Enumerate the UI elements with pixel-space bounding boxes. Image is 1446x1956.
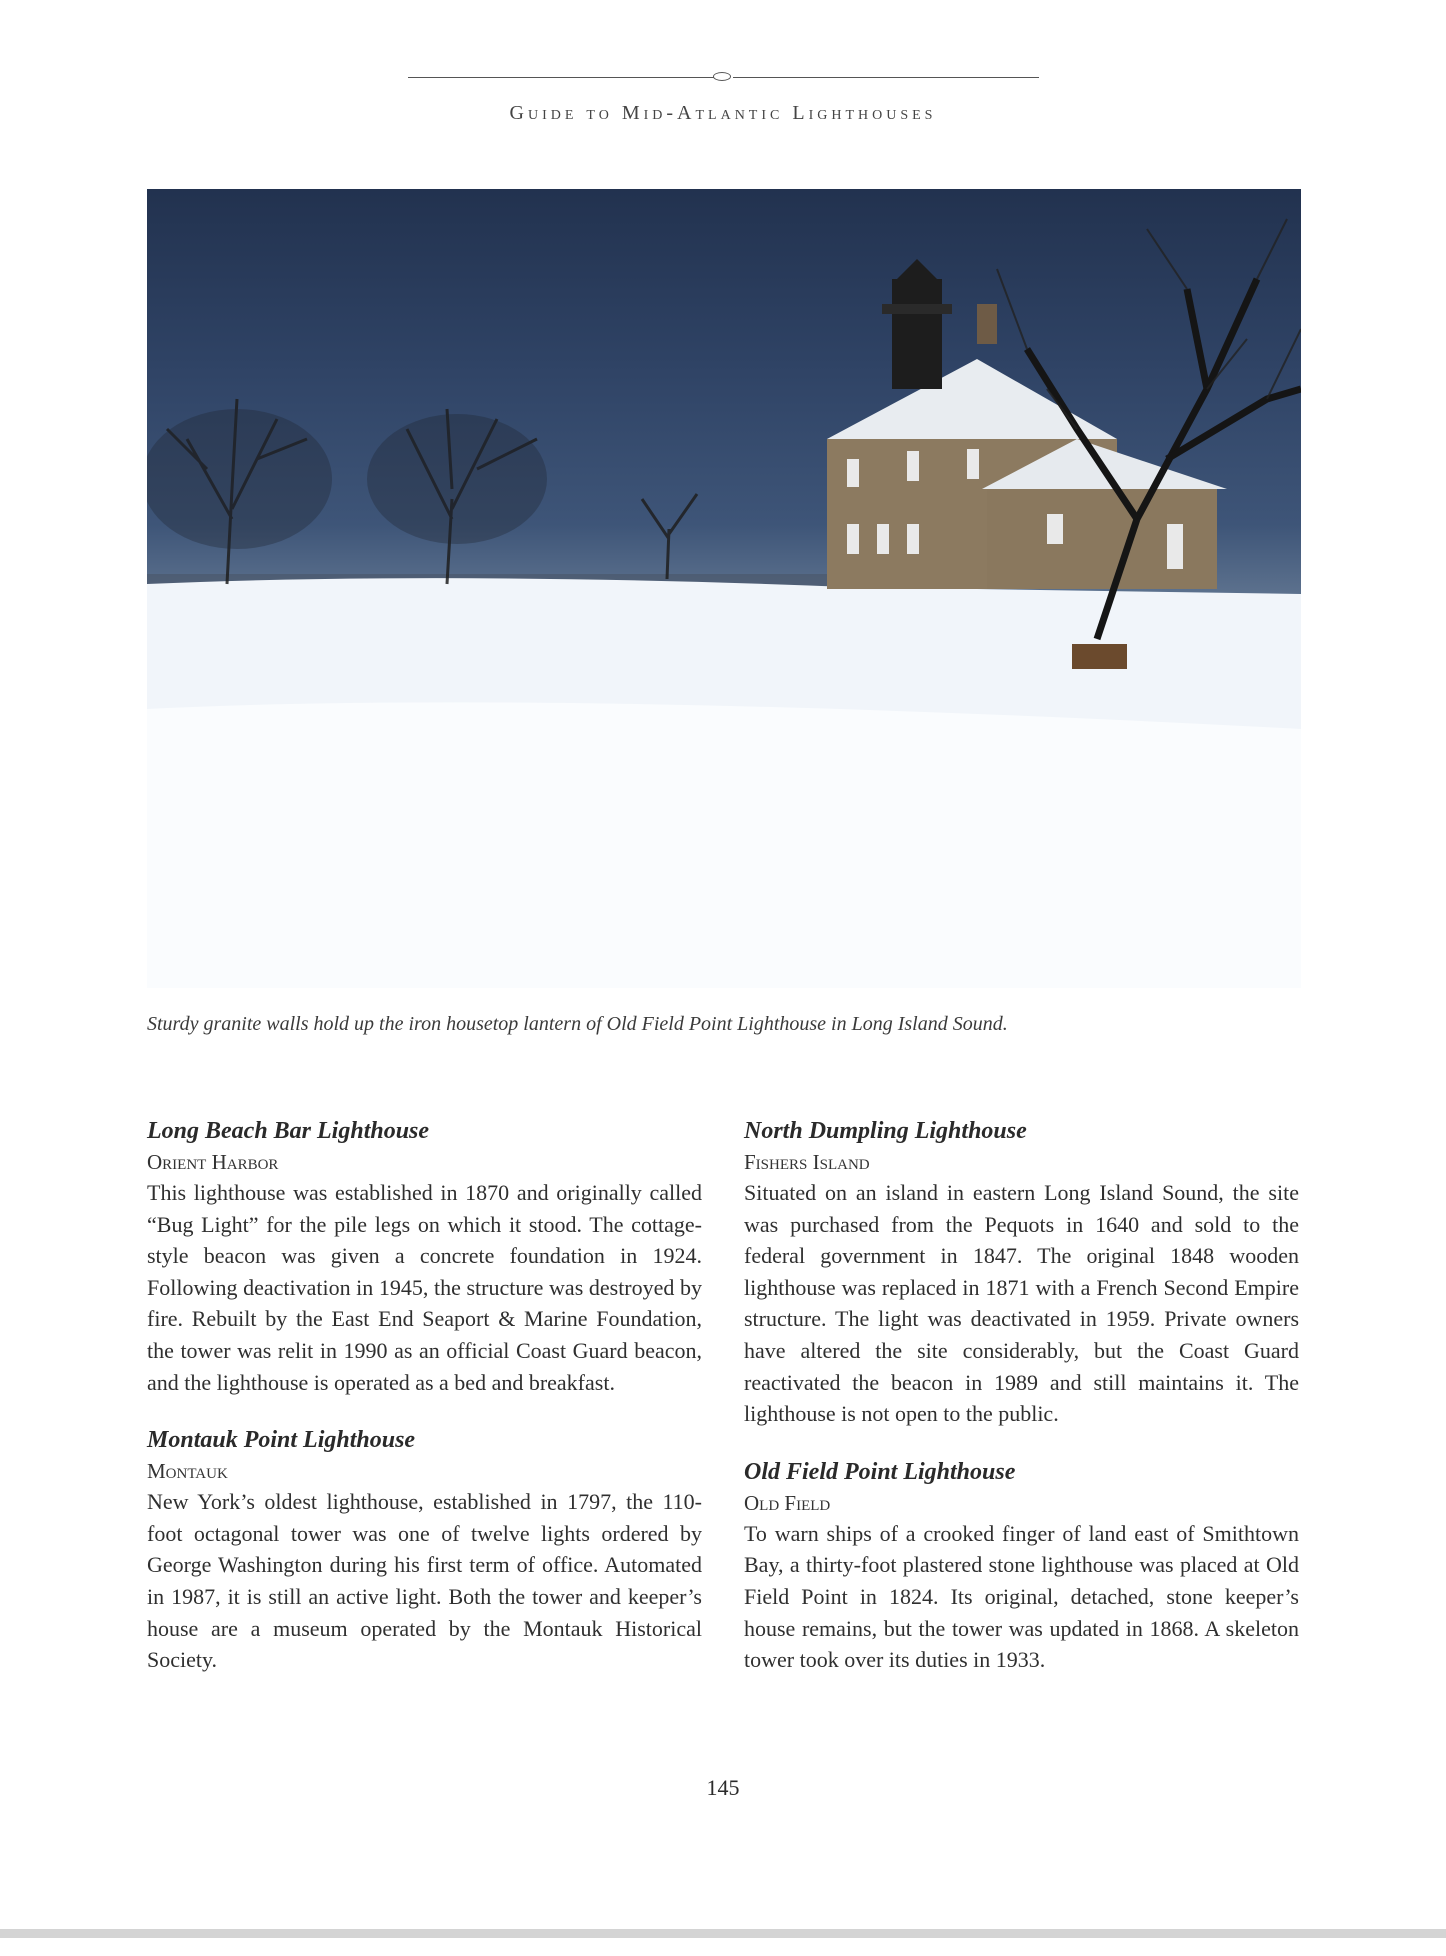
header-rule-left: [408, 77, 714, 78]
entry-text: This lighthouse was established in 1870 and originally called “Bug Light” for the pile legs on which it stood. The cottage-style beacon was given a concrete foundation in 1924. Following deactivation in 1945, the structure was destroyed by fire. Rebuilt by the East End Seaport & Marine Foundation, the tower was relit in 1990 as an official Coast Guard beacon, and the lighthouse is operated as a bed and breakfast.: [147, 1180, 702, 1395]
entry-long-beach-bar: [147, 1115, 702, 1398]
entry-text: New York’s oldest lighthouse, established in 1797, the 110-foot octagonal tower was one of twelve lights ordered by George Washington during his first term of office. Automated in 1987, it is still an active light. Both the tower and keeper’s house are a museum operated by the Montauk Historical Society.: [147, 1489, 702, 1673]
lighthouse-photo: [147, 189, 1301, 988]
entry-location: Orient Harbor: [147, 1150, 279, 1174]
page-number: 145: [706, 1775, 740, 1800]
entry-location: Fishers Island: [744, 1150, 870, 1174]
entry-title: North Dumpling Lighthouse: [744, 1118, 1027, 1144]
header-rule-right: [733, 77, 1039, 78]
entry-location: Montauk: [147, 1459, 228, 1484]
entry-text: To warn ships of a crooked finger of land east of Smithtown Bay, a thirty-foot plastered stone lighthouse was placed at Old Field Point in 1824. Its original, detached, stone keeper’s house remains, but the tower was updated in 1868. A skeleton tower took over its duties in 1933.: [744, 1520, 1299, 1673]
entry-title: Old Field Point Lighthouse: [744, 1458, 1016, 1485]
entry-montauk-point: [147, 1424, 702, 1676]
entry-title: Montauk Point Lighthouse: [147, 1427, 416, 1454]
entry-title: Long Beach Bar Lighthouse: [147, 1118, 430, 1144]
header-ornament: [713, 72, 731, 81]
photo-caption: Sturdy granite walls hold up the iron housetop lantern of Old Field Point Lighthouse in Long Island Sound.: [147, 1013, 1008, 1035]
left-column: [147, 1115, 702, 1702]
photo-illustration: [147, 189, 1301, 988]
right-column: [744, 1115, 1299, 1702]
entry-old-field-point: [744, 1456, 1299, 1676]
entry-north-dumpling: [744, 1115, 1299, 1430]
entry-text: Situated on an island in eastern Long Island Sound, the site was purchased from the Pequots in 1640 and sold to the federal government in 1847. The original 1848 wooden lighthouse was replaced in 1871 with a French Second Empire structure. The light was deactivated in 1959. Private owners have altered the site considerably, but the Coast Guard reactivated the beacon in 1989 and still maintains it. The lighthouse is not open to the public.: [744, 1180, 1299, 1427]
running-head: Guide to Mid-Atlantic Lighthouses: [509, 102, 937, 124]
bottom-scroll-bar: [0, 1929, 1446, 1938]
entry-location: Old Field: [744, 1490, 831, 1515]
